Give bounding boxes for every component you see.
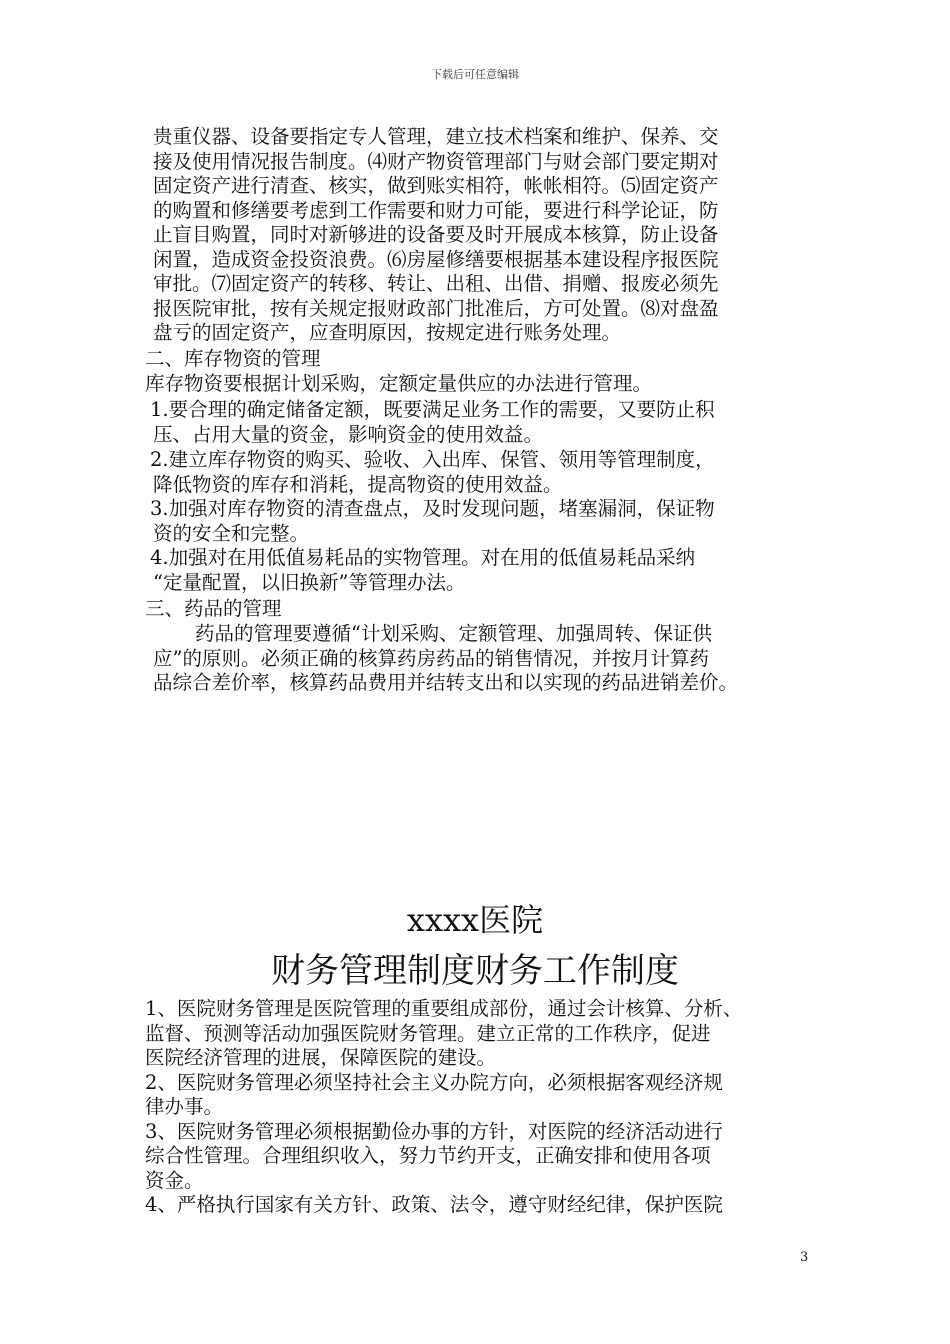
text-line: 的购置和修缮要考虑到工作需要和财力可能，要进行科学论证，防 <box>153 198 719 222</box>
clause-line: 4、严格执行国家有关方针、政策、法令，遵守财经纪律，保护医院 <box>145 1193 723 1216</box>
text-line: 接及使用情况报告制度。⑷财产物资管理部门与财会部门要定期对 <box>153 149 719 173</box>
text-line: 止盲目购置，同时对新够进的设备要及时开展成本核算，防止设备 <box>153 223 719 246</box>
page-number: 3 <box>800 1250 809 1265</box>
text-line: 固定资产进行清查、核实，做到账实相符，帐帐相符。⑸固定资产 <box>153 174 719 197</box>
clause-line: 3、医院财务管理必须根据勤俭办事的方针，对医院的经济活动进行 <box>145 1119 723 1143</box>
clause-line: 综合性管理。合理组织收入，努力节约开支，正确安排和使用各项 <box>145 1144 711 1167</box>
clause-line: 医院经济管理的进展，保障医院的建设。 <box>145 1046 497 1069</box>
text-line: 报医院审批，按有关规定报财政部门批准后，方可处置。⑻对盘盈 <box>153 296 719 320</box>
list-item-line: 2.建立库存物资的购买、验收、入出库、保管、领用等管理制度， <box>150 448 715 471</box>
page-header-note: 下载后可任意编辑 <box>431 68 519 81</box>
clause-line: 资金。 <box>145 1168 204 1192</box>
list-item-line: 4.加强对在用低值易耗品的实物管理。对在用的低值易耗品采纳 <box>150 546 696 569</box>
text-line: 审批。⑺固定资产的转移、转让、出租、出借、捐赠、报废必须先 <box>153 272 719 295</box>
list-item <box>150 398 715 447</box>
list-item-line: “定量配置，以旧换新”等管理办法。 <box>153 570 466 594</box>
document-title-hospital: xxxx医院 <box>406 901 544 939</box>
clause-line: 监督、预测等活动加强医院财务管理。建立正常的工作秩序，促进 <box>145 1021 711 1045</box>
text-line: 药品的管理要遵循“计划采购、定额管理、加强周转、保证供 <box>195 622 712 645</box>
text-line: 闲置，造成资金投资浪费。⑹房屋修缮要根据基本建设程序报医院 <box>153 247 719 271</box>
list-item-line: 资的安全和完整。 <box>153 521 310 545</box>
text-line: 贵重仪器、设备要指定专人管理，建立技术档案和维护、保养、交 <box>153 125 719 148</box>
list-item <box>150 546 695 595</box>
list-item <box>150 497 715 546</box>
list-item-line: 3.加强对库存物资的清查盘点，及时发现问题，堵塞漏洞，保证物 <box>150 497 715 520</box>
text-line: 品综合差价率，核算药品费用并结转支出和以实现的药品进销差价。 <box>153 671 739 694</box>
section-intro-inventory: 库存物资要根据计划采购，定额定量供应的办法进行管理。 <box>145 372 653 395</box>
section-heading-inventory: 二、库存物资的管理 <box>145 347 321 370</box>
fixed-assets-paragraph <box>153 125 719 346</box>
clause-line: 2、医院财务管理必须坚持社会主义办院方向，必须根据客观经济规 <box>145 1070 723 1094</box>
list-item-line: 1.要合理的确定储备定额，既要满足业务工作的需要，又要防止积 <box>150 398 715 421</box>
clause-line: 律办事。 <box>145 1095 224 1118</box>
document-title-system: 财务管理制度财务工作制度 <box>271 951 679 991</box>
clause-line: 1、医院财务管理是医院管理的重要组成部份，通过会计核算、分析、 <box>145 997 743 1020</box>
section-heading-drugs: 三、药品的管理 <box>145 597 282 620</box>
list-item <box>150 448 715 497</box>
drugs-paragraph <box>153 622 738 696</box>
list-item-line: 压、占用大量的资金，影响资金的使用效益。 <box>153 422 544 446</box>
text-line: 盘亏的固定资产，应查明原因，按规定进行账务处理。 <box>153 321 622 344</box>
list-item-line: 降低物资的库存和消耗，提高物资的使用效益。 <box>153 472 563 496</box>
text-line: 应”的原则。必须正确的核算药房药品的销售情况，并按月计算药 <box>153 646 709 670</box>
clause-list <box>145 997 742 1218</box>
